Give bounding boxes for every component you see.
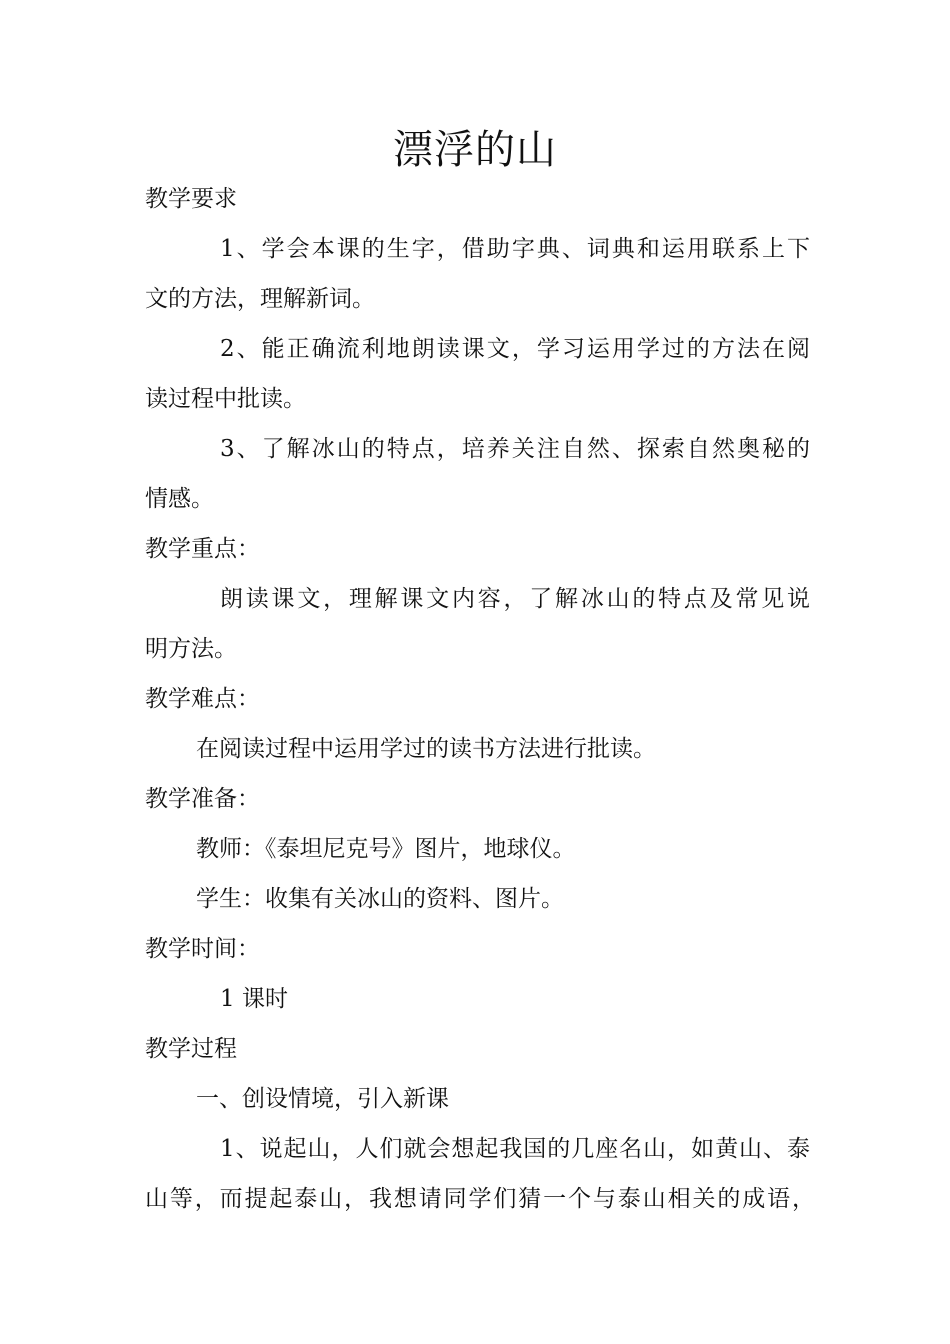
paragraph-line: 情感。	[145, 486, 214, 512]
section-heading-difficulties: 教学难点：	[145, 686, 260, 712]
section-heading-preparation: 教学准备：	[145, 786, 260, 812]
paragraph-line: 1、说起山，人们就会想起我国的几座名山，如黄山、泰	[220, 1136, 810, 1162]
paragraph-line: 明方法。	[145, 636, 237, 662]
paragraph-line: 文的方法，理解新词。	[145, 286, 375, 312]
paragraph-line: 读过程中批读。	[145, 386, 306, 412]
paragraph-line: 学生：收集有关冰山的资料、图片。	[196, 886, 564, 912]
section-heading-process: 教学过程	[145, 1036, 237, 1062]
section-heading-requirements: 教学要求	[145, 186, 237, 212]
subsection-heading: 一、创设情境，引入新课	[196, 1086, 449, 1112]
section-heading-time: 教学时间：	[145, 936, 260, 962]
paragraph-line: 山等，而提起泰山，我想请同学们猜一个与泰山相关的成语，	[145, 1186, 815, 1212]
paragraph-line: 朗读课文，理解课文内容，了解冰山的特点及常见说	[220, 586, 810, 612]
document-title: 漂浮的山	[393, 127, 557, 173]
paragraph-line: 3、了解冰山的特点，培养关注自然、探索自然奥秘的	[220, 436, 810, 462]
paragraph-line: 1、学会本课的生字，借助字典、词典和运用联系上下	[220, 236, 810, 262]
paragraph-line: 在阅读过程中运用学过的读书方法进行批读。	[196, 736, 656, 762]
paragraph-line: 2、能正确流利地朗读课文，学习运用学过的方法在阅	[220, 336, 810, 362]
section-heading-key-points: 教学重点：	[145, 536, 260, 562]
paragraph-line: 1 课时	[220, 986, 288, 1012]
paragraph-line: 教师：《泰坦尼克号》图片，地球仪。	[196, 836, 576, 862]
